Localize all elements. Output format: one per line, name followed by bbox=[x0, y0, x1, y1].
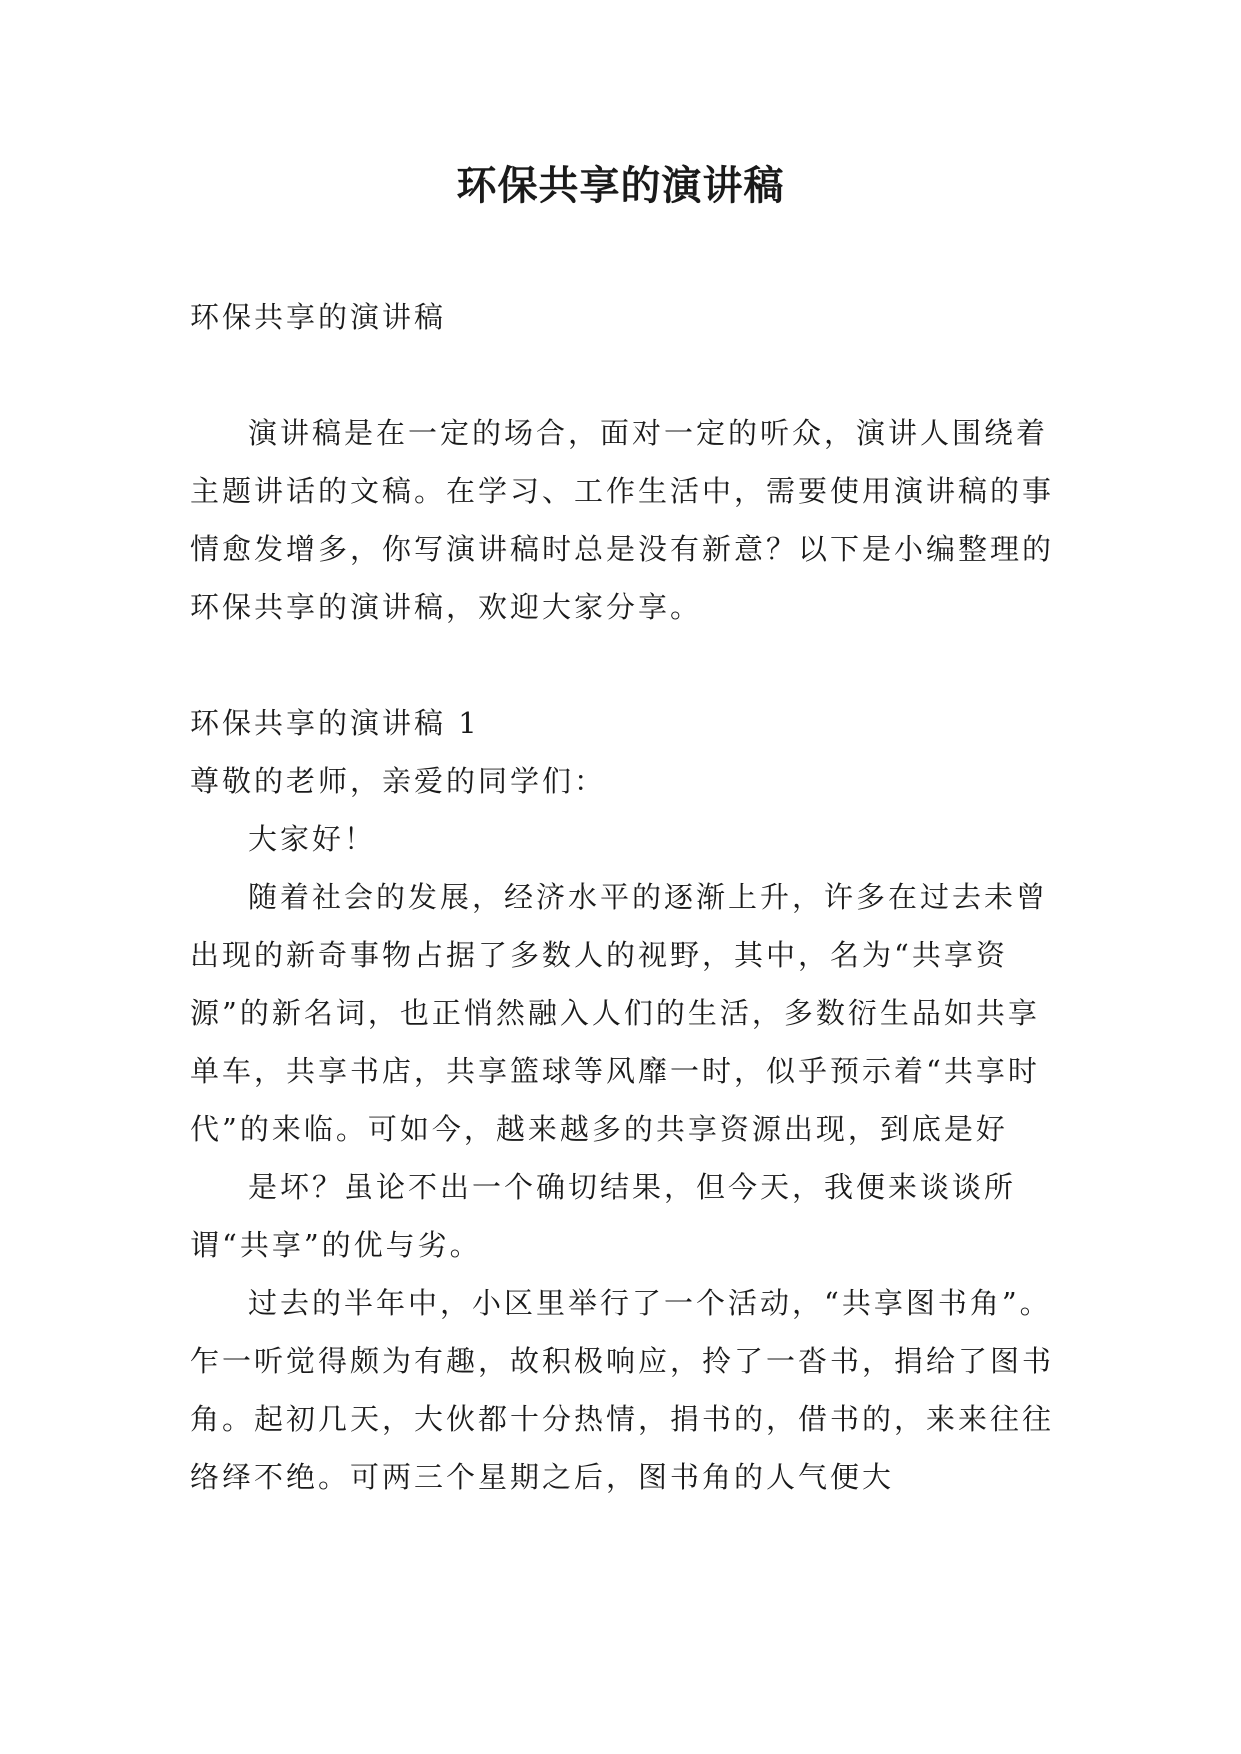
body-paragraph: 随着社会的发展，经济水平的逐渐上升，许多在过去未曾出现的新奇事物占据了多数人的视野，其中，名为“共享资源”的新名词，也正悄然融入人们的生活，多数衍生品如共享单车，共享书店，共享篮球等风靡一时，似乎预示着“共享时代”的来临。可如今，越来越多的共享资源出现，到底是好 bbox=[190, 880, 1049, 1146]
document-subtitle: 环保共享的演讲稿 bbox=[190, 300, 447, 334]
body-paragraph: 过去的半年中，小区里举行了一个活动，“共享图书角”。乍一听觉得颇为有趣，故积极响应，拎了一沓书，捐给了图书角。起初几天，大伙都十分热情，捐书的，借书的，来来往往络绎不绝。可两三个星期之后，图书角的人气便大 bbox=[190, 1286, 1055, 1494]
document-body bbox=[190, 288, 1060, 1506]
document-title: 环保共享的演讲稿 bbox=[456, 163, 785, 209]
body-paragraph: 是坏？虽论不出一个确切结果，但今天，我便来谈谈所谓“共享”的优与劣。 bbox=[190, 1170, 1017, 1262]
section-heading: 环保共享的演讲稿 1 bbox=[190, 706, 480, 740]
salutation: 尊敬的老师，亲爱的同学们： bbox=[190, 764, 607, 798]
intro-paragraph: 演讲稿是在一定的场合，面对一定的听众，演讲人围绕着主题讲话的文稿。在学习、工作生活中，需要使用演讲稿的事情愈发增多，你写演讲稿时总是没有新意？以下是小编整理的环保共享的演讲稿，欢迎大家分享。 bbox=[190, 416, 1055, 624]
greeting-paragraph: 大家好！ bbox=[248, 822, 377, 856]
